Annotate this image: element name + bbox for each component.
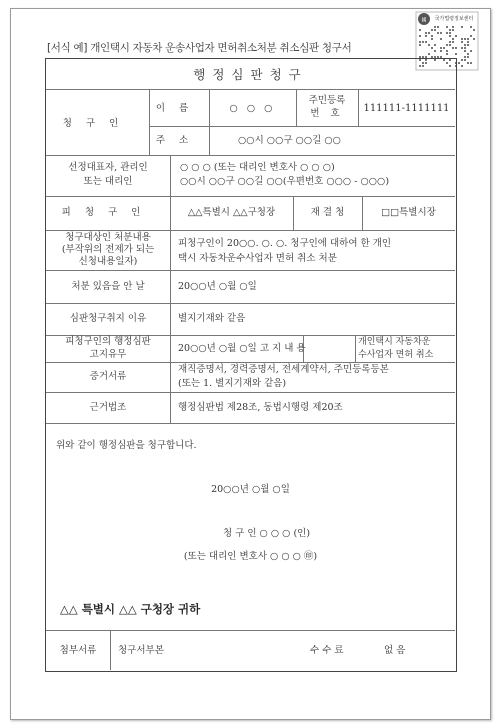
respondent-label: 피청구인 [61, 207, 155, 218]
addressee: △△ 특별시 △△ 구청장 귀하 [60, 602, 201, 616]
notice-value: 20○○년 ○월 ○일 고 지 내 용 [178, 343, 306, 354]
rep-label-2: 또는 대리인 [83, 176, 133, 187]
name-label: 이름 [155, 103, 203, 114]
date-line: 20○○년 ○월 ○일 [211, 484, 290, 495]
attach-value: 청구서부본 [118, 645, 164, 656]
fee-value: 없 음 [384, 645, 406, 656]
rrn-value: 111111-1111111 [363, 103, 450, 114]
notice-content-2: 수사업자 면허 취소 [358, 350, 434, 360]
sign-line-2: (또는 대리인 변호사 ○ ○ ○ ㊞) [183, 551, 318, 562]
svg-text:國: 國 [421, 17, 427, 24]
subject-value-2: 택시 자동차운수사업자 면허 취소 처분 [178, 253, 337, 264]
rrn-label-2: 번 호 [310, 108, 344, 119]
notice-label: 피청구인의 행정심판 [65, 336, 151, 347]
evidence-label: 증거서류 [89, 371, 127, 382]
qr-badge-text: 국가법령정보센터 [434, 16, 474, 22]
evidence-value-2: (또는 1. 별지기재와 같음) [178, 378, 287, 389]
sign-line: 청 구 인 ○ ○ ○ (인) [222, 528, 311, 539]
evidence-value: 재직증명서, 경력증명서, 전세계약서, 주민등록등본 [178, 364, 389, 375]
notice-label-2: 고지유무 [89, 349, 127, 360]
known-date-label: 처분 있음을 안 날 [71, 281, 145, 292]
known-date-value: 20○○년 ○월 ○일 [178, 281, 257, 292]
rep-value-2: ○○시 ○○구 ○○길 ○○(우편번호 ○○○ - ○○○) [180, 176, 390, 187]
rrn-label: 주민등록 [308, 95, 346, 106]
committee-value: □□특별시장 [381, 207, 436, 218]
purpose-value: 별지기재와 같음 [178, 313, 246, 324]
subject-value: 피청구인이 20○○. ○. ○. 청구인에 대하여 한 개인 [178, 238, 392, 249]
rep-value: ○ ○ ○ (또는 대리인 변호사 ○ ○ ○) [180, 162, 335, 173]
subject-label-3: 신청내용일자) [78, 256, 138, 267]
claimant-label: 청구인 [62, 118, 133, 129]
name-value: ○ ○ ○ [229, 103, 276, 114]
statement-text: 위와 같이 행정심판을 청구합니다. [56, 440, 197, 451]
subject-label: 청구대상인 처분내용 [65, 232, 151, 243]
form-caption: [서식 예] 개인택시 자동차 운송사업자 면허취소처분 취소심판 청구서 [47, 42, 352, 54]
legal-value: 행정심판법 제28조, 동법시행령 제20조 [178, 402, 343, 413]
fee-label: 수 수 료 [310, 645, 344, 656]
respondent-value: △△특별시 △△구청장 [187, 207, 276, 218]
committee-label: 재 결 청 [310, 207, 345, 218]
notice-content: 개인택시 자동차운 [358, 337, 431, 347]
address-label: 주소 [155, 135, 203, 146]
rep-label: 선정대표자, 관리인 [68, 162, 148, 173]
purpose-label: 심판청구취지 이유 [69, 313, 147, 324]
attach-label: 첨부서류 [59, 645, 97, 656]
form-title: 행정심판청구 [193, 67, 308, 82]
address-value: ○○시 ○○구 ○○길 ○○ [238, 135, 341, 146]
subject-label-2: (부작위의 전제가 되는 [61, 244, 155, 255]
legal-label: 근거법조 [89, 402, 127, 413]
